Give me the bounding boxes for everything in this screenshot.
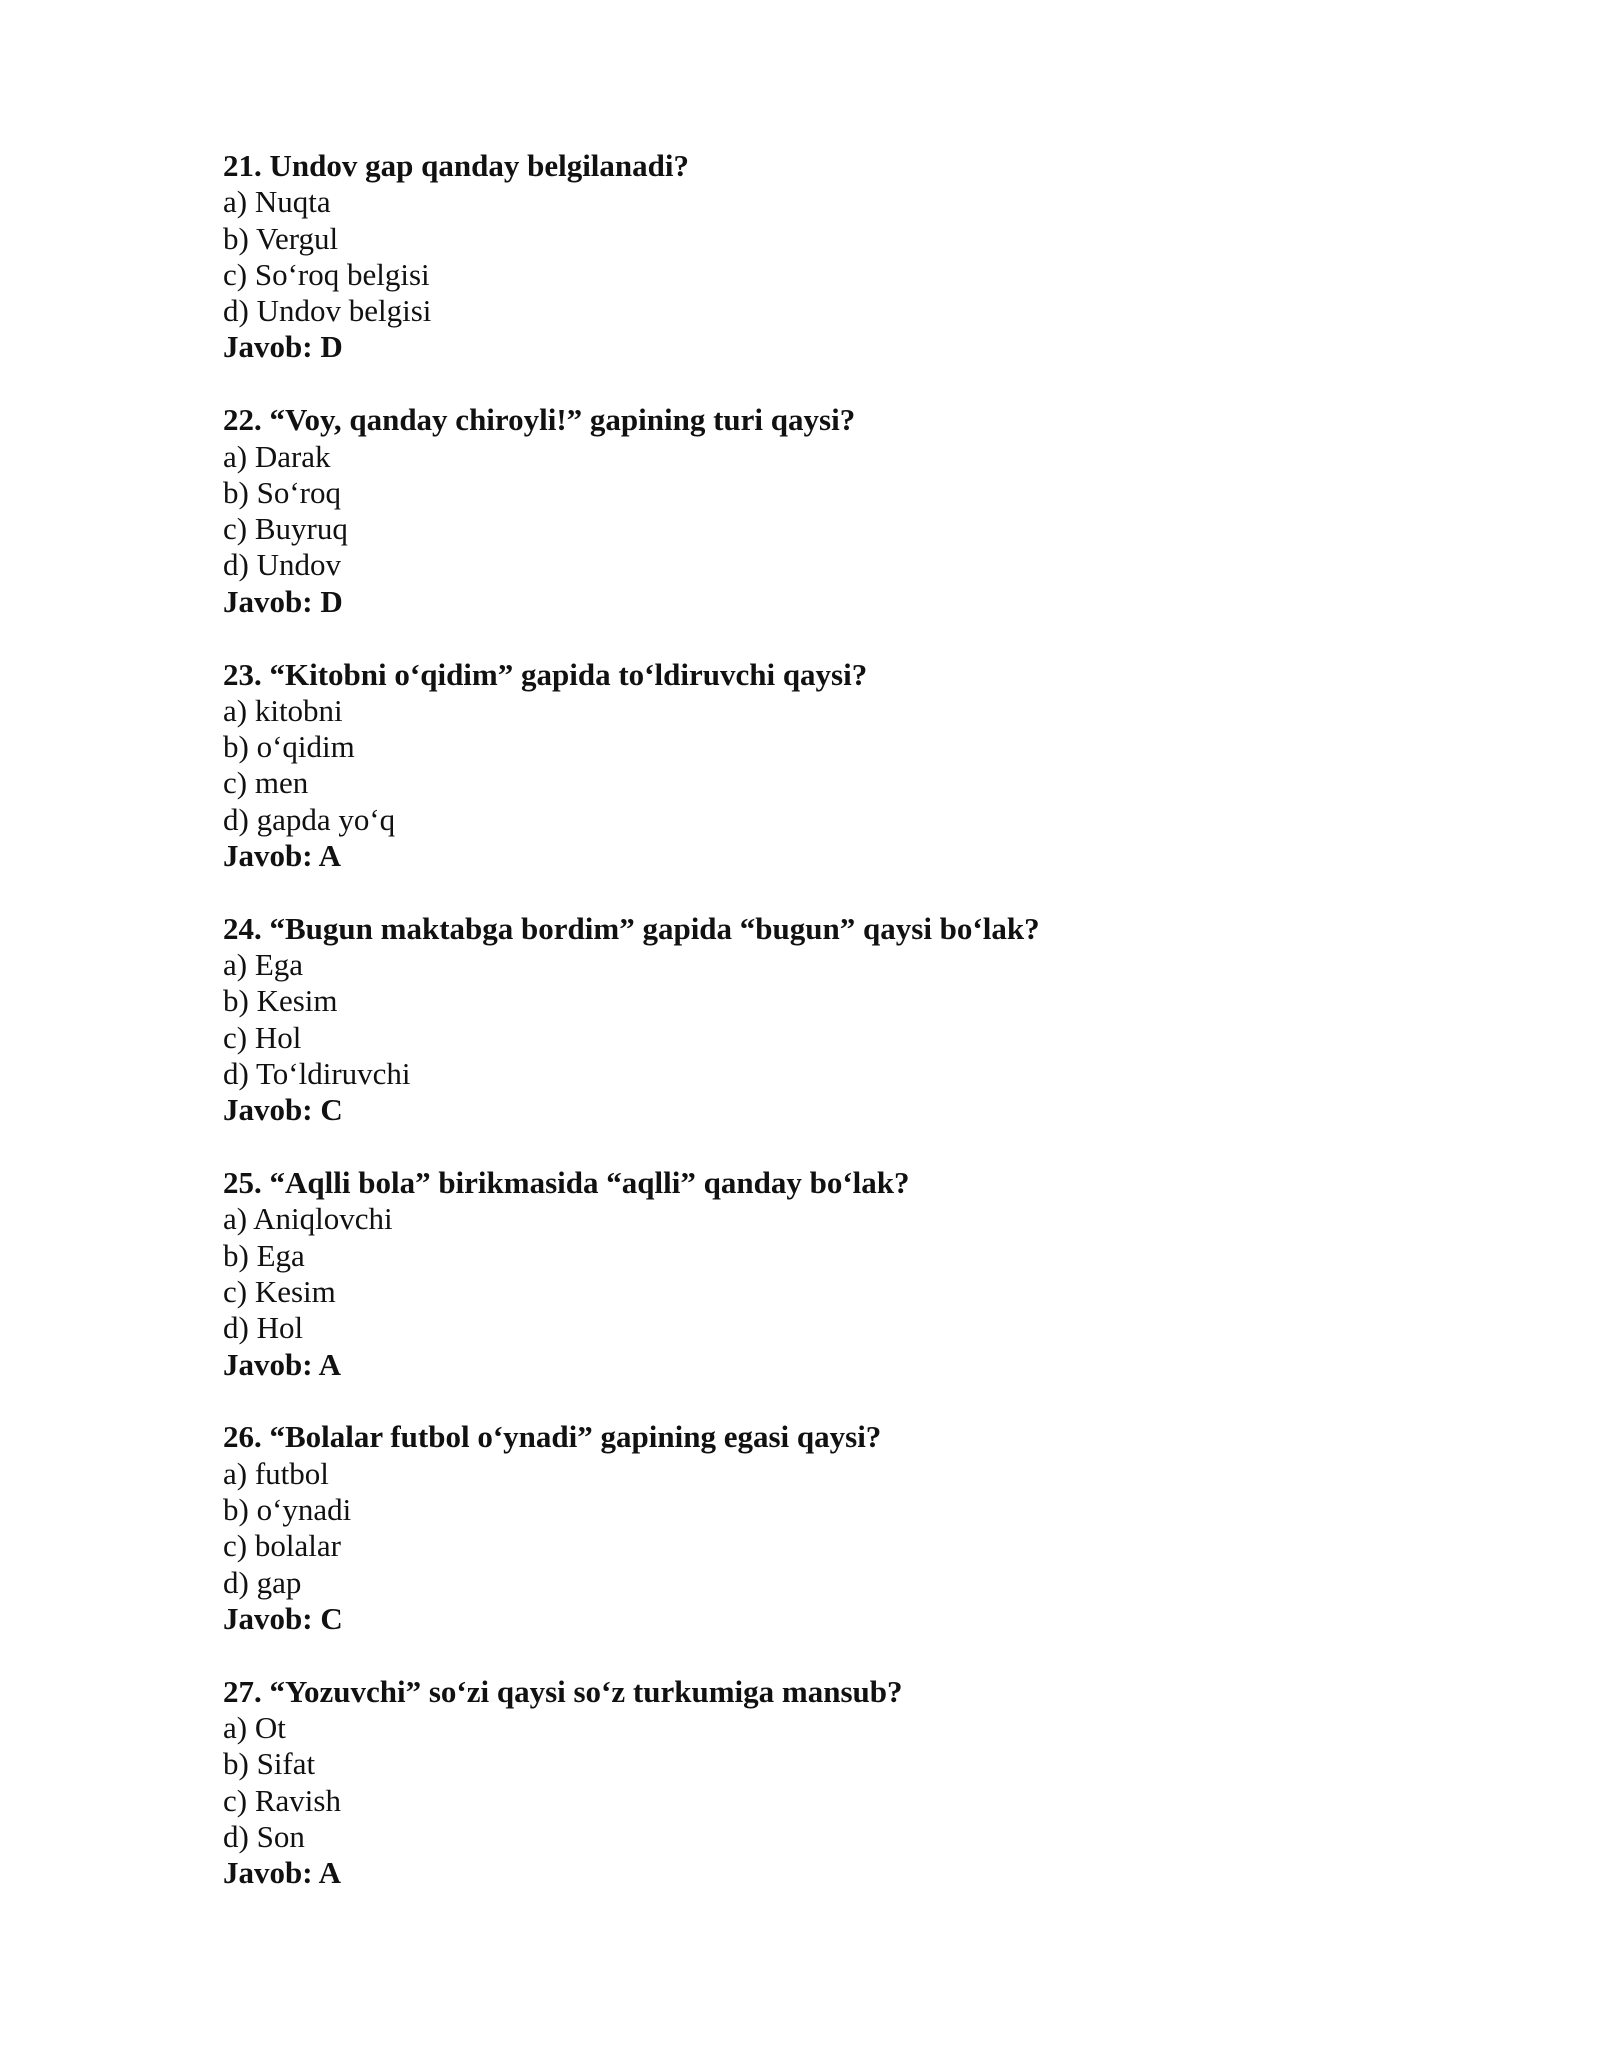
answer-option: c) Ravish bbox=[223, 1782, 341, 1818]
question-title: 21. Undov gap qanday belgilanadi? bbox=[223, 148, 690, 183]
question-block bbox=[223, 148, 1423, 366]
answer-option: a) Nuqta bbox=[223, 184, 331, 220]
answer-option: a) Darak bbox=[223, 438, 331, 474]
question-title: 24. “Bugun maktabga bordim” gapida “bugun” qaysi bo‘lak? bbox=[223, 910, 1040, 946]
correct-answer: Javob: A bbox=[223, 1855, 341, 1891]
answer-option: b) Kesim bbox=[223, 983, 338, 1019]
answer-option: b) So‘roq bbox=[223, 474, 341, 510]
question-block bbox=[223, 1419, 1423, 1637]
answer-option: d) Undov belgisi bbox=[223, 293, 432, 329]
answer-option: a) futbol bbox=[223, 1455, 329, 1491]
question-block bbox=[223, 911, 1423, 1129]
correct-answer: Javob: C bbox=[223, 1092, 343, 1128]
answer-option: a) Ot bbox=[223, 1709, 286, 1745]
answer-option: d) Hol bbox=[223, 1310, 304, 1346]
answer-option: d) To‘ldiruvchi bbox=[223, 1056, 411, 1092]
answer-option: b) Sifat bbox=[223, 1746, 316, 1782]
answer-option: d) Son bbox=[223, 1818, 305, 1854]
answer-option: c) Hol bbox=[223, 1019, 302, 1055]
answer-option: a) Ega bbox=[223, 947, 304, 983]
correct-answer: Javob: A bbox=[223, 838, 341, 874]
answer-option: b) o‘ynadi bbox=[223, 1492, 352, 1527]
question-title: 23. “Kitobni o‘qidim” gapida to‘ldiruvchi qaysi? bbox=[223, 656, 868, 692]
correct-answer: Javob: D bbox=[223, 329, 343, 365]
answer-option: b) Ega bbox=[223, 1237, 305, 1273]
question-title: 22. “Voy, qanday chiroyli!” gapining turi qaysi? bbox=[223, 402, 856, 438]
question-block bbox=[223, 402, 1423, 620]
answer-option: c) Kesim bbox=[223, 1274, 336, 1310]
answer-option: c) So‘roq belgisi bbox=[223, 256, 430, 292]
question-block bbox=[223, 1674, 1423, 1892]
question-block bbox=[223, 1165, 1423, 1383]
answer-option: a) kitobni bbox=[223, 692, 343, 728]
correct-answer: Javob: C bbox=[223, 1600, 343, 1636]
answer-option: b) Vergul bbox=[223, 220, 339, 256]
question-list bbox=[223, 148, 1423, 1928]
answer-option: c) Buyruq bbox=[223, 511, 348, 547]
answer-option: d) gapda yo‘q bbox=[223, 801, 396, 837]
answer-option: b) o‘qidim bbox=[223, 729, 355, 765]
correct-answer: Javob: A bbox=[223, 1346, 341, 1382]
answer-option: d) Undov bbox=[223, 547, 341, 583]
question-title: 26. “Bolalar futbol o‘ynadi” gapining egasi qaysi? bbox=[223, 1419, 882, 1455]
answer-option: d) gap bbox=[223, 1564, 302, 1600]
correct-answer: Javob: D bbox=[223, 583, 343, 619]
answer-option: c) bolalar bbox=[223, 1528, 341, 1564]
question-title: 27. “Yozuvchi” so‘zi qaysi so‘z turkumiga mansub? bbox=[223, 1673, 903, 1709]
answer-option: c) men bbox=[223, 765, 309, 801]
question-title: 25. “Aqlli bola” birikmasida “aqlli” qanday bo‘lak? bbox=[223, 1165, 910, 1201]
question-block bbox=[223, 657, 1423, 875]
answer-option: a) Aniqlovchi bbox=[223, 1201, 393, 1237]
